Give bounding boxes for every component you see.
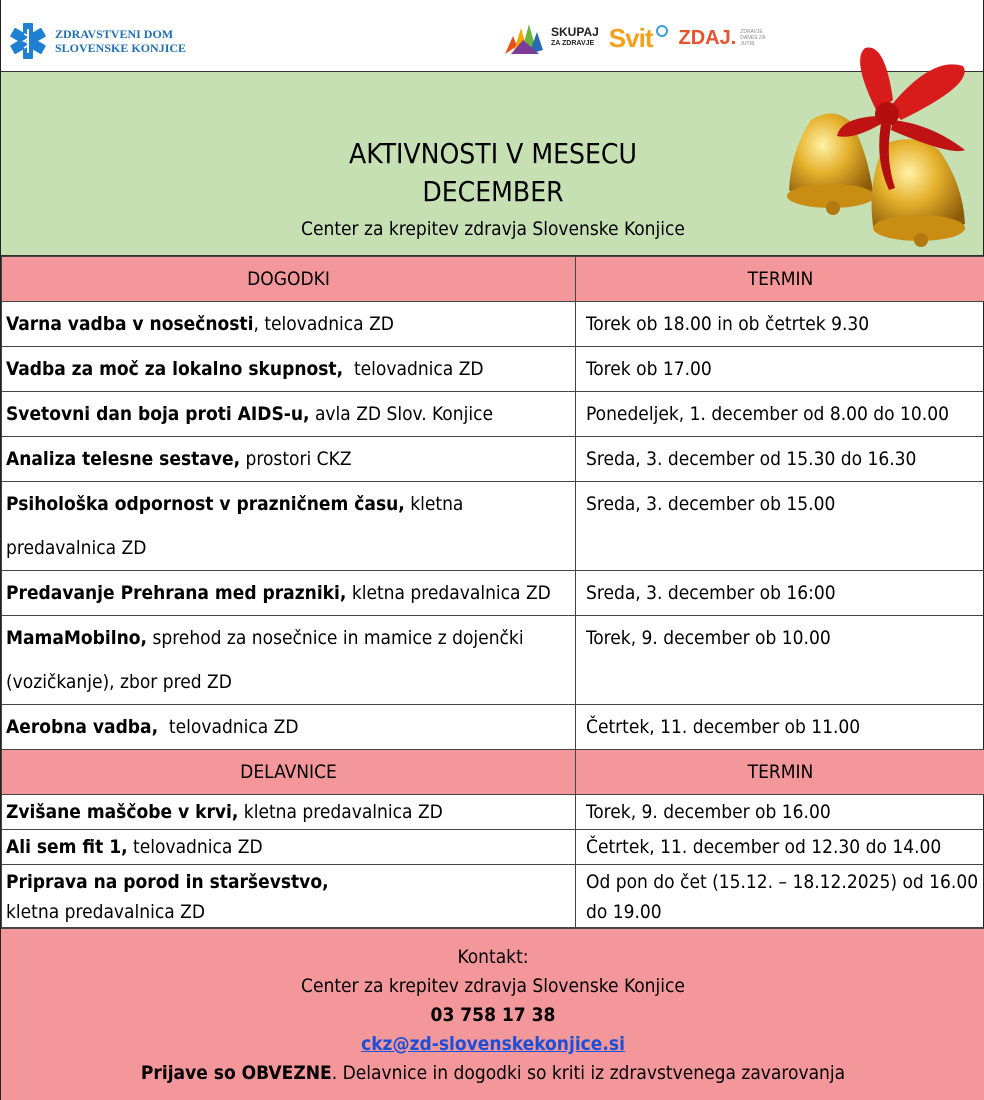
table-row	[2, 830, 984, 865]
contact-org: Center za krepitev zdravja Slovenske Konjice	[301, 975, 685, 997]
zdaj-small: ZDRAVJE DANES ZA JUTRI	[740, 29, 766, 47]
event-place: kletna predavalnica ZD	[6, 493, 464, 559]
workshop-title: Priprava na porod in starševstvo,	[6, 871, 329, 893]
event-cell	[2, 482, 576, 571]
events-term-header: TERMIN	[576, 257, 984, 302]
workshops-col-header: DELAVNICE	[2, 750, 576, 795]
registration-note-rest: . Delavnice in dogodki so kriti iz zdravstvenega zavarovanja	[331, 1062, 846, 1084]
event-place: telovadnica ZD	[343, 358, 484, 380]
term-cell: Torek, 9. december ob 10.00	[576, 616, 984, 705]
event-title: Psihološka odpornost v prazničnem času,	[6, 493, 405, 515]
event-place: telovadnica ZD	[158, 716, 299, 738]
workshop-cell	[2, 865, 576, 928]
table-row	[2, 705, 984, 750]
skupaj-label: SKUPAJ	[551, 25, 599, 39]
zd-logo-line2: SLOVENSKE KONJICE	[55, 41, 187, 55]
month-title: DECEMBER	[422, 175, 564, 208]
term-cell: Ponedeljek, 1. december od 8.00 do 10.00	[576, 392, 984, 437]
partner-logos	[503, 18, 770, 58]
term-cell: Torek ob 17.00	[576, 347, 984, 392]
term-cell: Četrtek, 11. december ob 11.00	[576, 705, 984, 750]
workshop-cell	[2, 795, 576, 830]
event-cell	[2, 437, 576, 482]
table-row	[2, 437, 984, 482]
contact-footer	[1, 928, 984, 1100]
table-row	[2, 571, 984, 616]
event-title: Varna vadba v nosečnosti	[6, 313, 254, 335]
event-title: Predavanje Prehrana med prazniki,	[6, 582, 347, 604]
term-cell: Torek ob 18.00 in ob četrtek 9.30	[576, 302, 984, 347]
term-cell: Četrtek, 11. december od 12.30 do 14.00	[576, 830, 984, 865]
term-cell: Torek, 9. december ob 16.00	[576, 795, 984, 830]
workshop-place: kletna predavalnica ZD	[238, 801, 443, 823]
christmas-bells-icon	[781, 40, 984, 256]
table-row	[2, 347, 984, 392]
event-cell	[2, 705, 576, 750]
event-place: prostori CKZ	[240, 448, 352, 470]
event-title: Vadba za moč za lokalno skupnost,	[6, 358, 344, 380]
term-cell: Sreda, 3. december ob 15.00	[576, 482, 984, 571]
event-place: sprehod za nosečnice in mamice z dojenčki (vozičkanje), zbor pred ZD	[6, 627, 524, 693]
zd-logo	[7, 20, 186, 62]
zdaj-logo	[678, 27, 770, 50]
contact-label: Kontakt:	[457, 946, 529, 968]
registration-note	[1, 1059, 984, 1088]
workshops-term-header: TERMIN	[576, 750, 984, 795]
workshop-cell	[2, 830, 576, 865]
term-cell: Sreda, 3. december ob 16:00	[576, 571, 984, 616]
zd-logo-line1: ZDRAVSTVENI DOM	[55, 27, 174, 41]
events-table	[1, 256, 984, 928]
event-cell	[2, 392, 576, 437]
registration-note-bold: Prijave so OBVEZNE	[140, 1062, 332, 1084]
page-title: AKTIVNOSTI V MESECU	[349, 137, 637, 170]
star-of-life-icon	[7, 20, 49, 62]
term-cell: Od pon do čet (15.12. – 18.12.2025) od 16.00 do 19.00	[576, 865, 984, 928]
svit-logo	[609, 23, 669, 54]
event-cell	[2, 571, 576, 616]
event-place: kletna predavalnica ZD	[346, 582, 551, 604]
skupaj-logo	[503, 18, 599, 58]
table-row	[2, 302, 984, 347]
contact-phone: 03 758 17 38	[430, 1004, 556, 1026]
workshop-place: kletna predavalnica ZD	[6, 901, 206, 923]
contact-email-link[interactable]: ckz@zd-slovenskekonjice.si	[361, 1033, 625, 1055]
event-title: Aerobna vadba,	[6, 716, 159, 738]
table-row	[2, 865, 984, 928]
workshop-title: Zvišane maščobe v krvi,	[6, 801, 239, 823]
table-row	[2, 616, 984, 705]
workshop-title: Ali sem fit 1,	[6, 836, 128, 858]
zdaj-label: ZDAJ.	[678, 26, 737, 49]
table-row	[2, 482, 984, 571]
people-icon	[503, 18, 547, 58]
event-title: Analiza telesne sestave,	[6, 448, 241, 470]
event-title: MamaMobilno,	[6, 627, 148, 649]
event-cell	[2, 616, 576, 705]
skupaj-sub: ZA ZDRAVJE	[551, 40, 595, 47]
subtitle: Center za krepitev zdravja Slovenske Konjice	[301, 218, 685, 240]
workshops-header-row	[2, 750, 984, 795]
workshop-place: telovadnica ZD	[127, 836, 263, 858]
event-cell	[2, 302, 576, 347]
svit-label: Svit	[608, 22, 653, 53]
event-cell	[2, 347, 576, 392]
event-place: , telovadnica ZD	[253, 313, 394, 335]
events-header-row	[2, 257, 984, 302]
events-col-header: DOGODKI	[2, 257, 576, 302]
event-place: avla ZD Slov. Konjice	[309, 403, 494, 425]
term-cell: Sreda, 3. december od 15.30 do 16.30	[576, 437, 984, 482]
table-row	[2, 795, 984, 830]
table-row	[2, 392, 984, 437]
magnifier-icon	[656, 25, 668, 37]
event-title: Svetovni dan boja proti AIDS-u,	[6, 403, 310, 425]
